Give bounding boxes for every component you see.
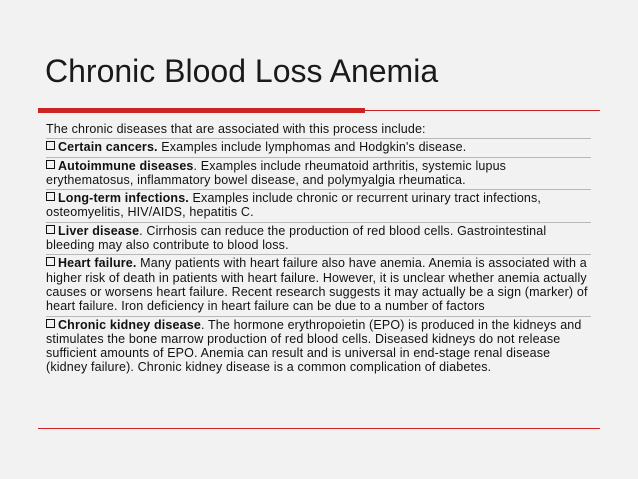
bullet-label: Heart failure. [58, 256, 137, 271]
bullet-item-chronic-kidney-disease [46, 317, 591, 377]
square-bullet-icon [46, 160, 55, 169]
square-bullet-icon [46, 225, 55, 234]
bullet-label: Chronic kidney disease [58, 317, 201, 332]
bullet-label: Long-term infections. [58, 191, 189, 206]
bullet-label: Autoimmune diseases [58, 158, 194, 173]
bullet-item-certain-cancers [46, 139, 591, 157]
bullet-text: . Cirrhosis can reduce the production of red blood cells. Gastrointestinal bleeding may also contribute to blood loss. [46, 223, 547, 253]
bullet-label: Liver disease [58, 223, 140, 238]
title-divider-accent [38, 108, 365, 113]
bullet-text: . Examples include rheumatoid arthritis, systemic lupus erythematosus, inflammatory bowel disease, and polymyalgia rheumatica. [46, 158, 507, 187]
bullet-text: Many patients with heart failure also have anemia. Anemia is associated with a higher risk of death in patients with heart failure. However, it is unclear whether anemia actually causes or worsens heart failure. Recent research suggests it may actually be a sign (marker) of heart failure. Iron deficiency in heart failure can be due to a number of factors [46, 256, 588, 314]
bullet-item-autoimmune-diseases [46, 158, 591, 191]
slide-body [46, 121, 591, 377]
square-bullet-icon [46, 192, 55, 201]
slide-title: Chronic Blood Loss Anemia [45, 53, 439, 89]
bullet-item-liver-disease [46, 223, 591, 256]
bullet-text: Examples include chronic or recurrent urinary tract infections, osteomyelitis, HIV/AIDS, hepatitis C. [46, 191, 542, 220]
square-bullet-icon [46, 257, 55, 266]
intro-text: The chronic diseases that are associated with this process include: [46, 122, 426, 136]
intro-paragraph [46, 121, 591, 139]
bullet-item-long-term-infections [46, 190, 591, 223]
bottom-divider [38, 428, 600, 429]
bullet-label: Certain cancers. [58, 140, 158, 155]
bullet-text: Examples include lymphomas and Hodgkin's disease. [157, 140, 467, 155]
bullet-text: . The hormone erythropoietin (EPO) is produced in the kidneys and stimulates the bone marrow production of red blood cells. Diseased kidneys do not release sufficient amounts of EPO. Anemia can result and is universal in end-stage renal disease (kidney failure). Chronic kidney disease is a common complication of diabetes. [46, 317, 582, 375]
bullet-item-heart-failure [46, 255, 591, 316]
square-bullet-icon [46, 141, 55, 150]
square-bullet-icon [46, 319, 55, 328]
